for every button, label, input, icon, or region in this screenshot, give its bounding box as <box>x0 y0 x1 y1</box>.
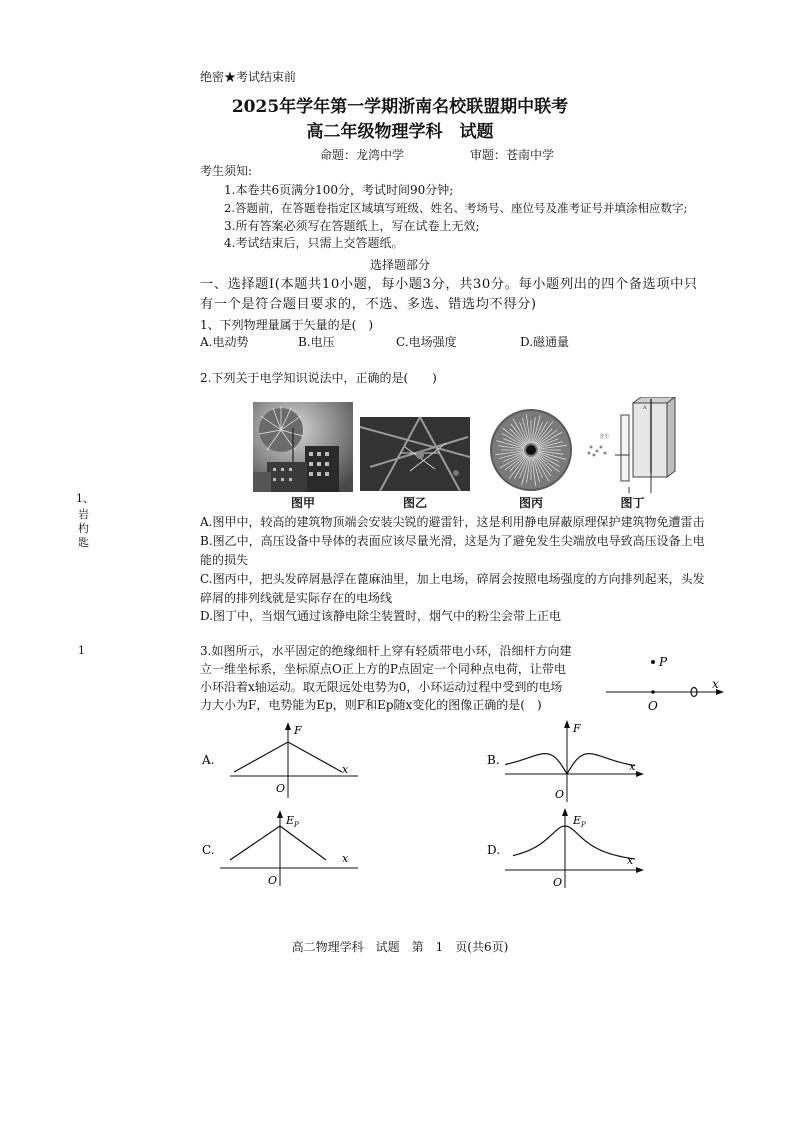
figure-ding-diagram <box>585 397 680 495</box>
q2-option-b: B.图乙中，高压设备中导体的表面应该尽量光滑，这是为了避免发生尖端放电导致高压设备上电 <box>200 534 705 548</box>
graph-a <box>200 720 360 800</box>
svg-text:x: x <box>627 854 634 867</box>
instruction-item: 2.答题前，在答题卷指定区域填写班级、姓名、考场号、座位号及准考证号并填涂相应数字; <box>224 201 688 215</box>
margin-vertical-text: 岩 杓 匙 <box>78 508 89 549</box>
svg-text:O: O <box>553 876 563 889</box>
q3-stem-line1: 3.如图所示，水平固定的绝缘细杆上穿有轻质带电小环，沿细杆方向建 <box>200 644 572 658</box>
svg-text:P: P <box>294 821 299 829</box>
point-p-label: P <box>659 655 668 669</box>
instruction-item: 4.考试结束后，只需上交答题纸。 <box>224 236 404 250</box>
graph-c <box>200 808 360 888</box>
svg-text:A: A <box>643 405 647 411</box>
svg-text:E: E <box>286 814 295 827</box>
graph-b <box>485 718 655 804</box>
q2-option-a: A.图甲中，较高的建筑物顶端会安装尖锐的避雷针，这是利用静电屏蔽原理保护建筑物免遭雷击 <box>200 515 705 529</box>
q2-option-c: C.图丙中，把头发碎屑悬浮在蓖麻油里，加上电场，碎屑会按照电场强度的方向排列起来，头发 <box>200 572 705 586</box>
svg-text:A.: A. <box>202 753 215 767</box>
svg-text:E: E <box>573 814 582 827</box>
section-title: 选择题部分 <box>369 258 430 272</box>
q2-option-d: D.图丁中，当烟气通过该静电除尘装置时，烟气中的粉尘会带上正电 <box>200 609 562 623</box>
svg-text:P: P <box>581 821 586 829</box>
q1-option-b: B.电压 <box>298 335 335 349</box>
q2-option-c-cont: 碎屑的排列线就是实际存在的电场线 <box>200 591 393 605</box>
q3-stem-line4: 力大小为F，电势能为Ep，则F和Ep随x变化的图像正确的是( ) <box>200 698 542 712</box>
svg-text:B.: B. <box>487 753 500 767</box>
q1-stem: 1、下列物理量属于矢量的是( ) <box>200 318 373 332</box>
figure-jia-label: 图甲 <box>290 496 315 510</box>
margin-mark: 1、 <box>76 492 94 505</box>
page-footer: 高二物理学科 试题 第 1 页(共6页) <box>291 940 509 954</box>
margin-mark-2: 1 <box>78 644 85 657</box>
exam-title: 2025年学年第一学期浙南名校联盟期中联考 <box>231 97 569 117</box>
svg-text:O: O <box>268 874 278 887</box>
instruction-item: 3.所有答案必须写在答题纸上，写在试卷上无效; <box>224 219 480 233</box>
q1-option-d: D.磁通量 <box>520 335 570 349</box>
q3-stem-line2: 立一维坐标系，坐标原点O正上方的P点固定一个同种点电荷，让带电 <box>200 662 566 676</box>
svg-text:O: O <box>555 788 565 801</box>
svg-text:F: F <box>573 722 581 735</box>
svg-text:x: x <box>629 760 636 773</box>
svg-text:D.: D. <box>487 843 501 857</box>
svg-text:F: F <box>294 724 302 737</box>
origin-label: O <box>648 699 658 713</box>
svg-text:含尘: 含尘 <box>599 434 610 440</box>
svg-text:x: x <box>342 763 349 776</box>
instruction-item: 1.本卷共6页满分100分，考试时间90分钟; <box>224 183 454 197</box>
q3-stem-line3: 小环沿着x轴运动。取无限远处电势为0，小环运动过程中受到的电场 <box>200 680 563 694</box>
svg-text:C.: C. <box>202 843 215 857</box>
figure-jia-photo <box>253 402 353 492</box>
q2-stem: 2.下列关于电学知识说法中，正确的是( ) <box>200 371 437 385</box>
x-axis-label: x <box>712 677 719 691</box>
q3-setup-diagram <box>600 648 730 714</box>
section-intro-line1: 一、选择题I(本题共10小题，每小题3分，共30分。每小题列出的四个备选项中只 <box>200 277 698 292</box>
figure-bing-photo <box>487 407 575 493</box>
q1-option-a: A.电动势 <box>200 335 249 349</box>
point-charge-p <box>651 660 655 664</box>
figure-yi-photo <box>360 417 470 491</box>
section-intro-line2: 有一个是符合题目要求的，不选、多选、错选均不得分) <box>200 297 537 312</box>
figure-bing-label: 图丙 <box>518 496 543 510</box>
setter-label: 命题：龙湾中学 <box>320 148 405 162</box>
figure-ding-label: 图丁 <box>620 496 645 510</box>
reviewer-label: 审题：苍南中学 <box>470 148 555 162</box>
exam-subtitle: 高二年级物理学科 试题 <box>306 122 494 142</box>
graph-d <box>485 806 655 890</box>
svg-text:O: O <box>276 782 286 795</box>
q2-option-b-cont: 能的损失 <box>200 553 249 567</box>
figure-yi-label: 图乙 <box>402 496 427 510</box>
svg-text:x: x <box>342 852 349 865</box>
instructions-heading: 考生须知: <box>200 164 253 178</box>
q1-option-c: C.电场强度 <box>396 335 457 349</box>
confidential-label: 绝密★考试结束前 <box>200 70 297 84</box>
